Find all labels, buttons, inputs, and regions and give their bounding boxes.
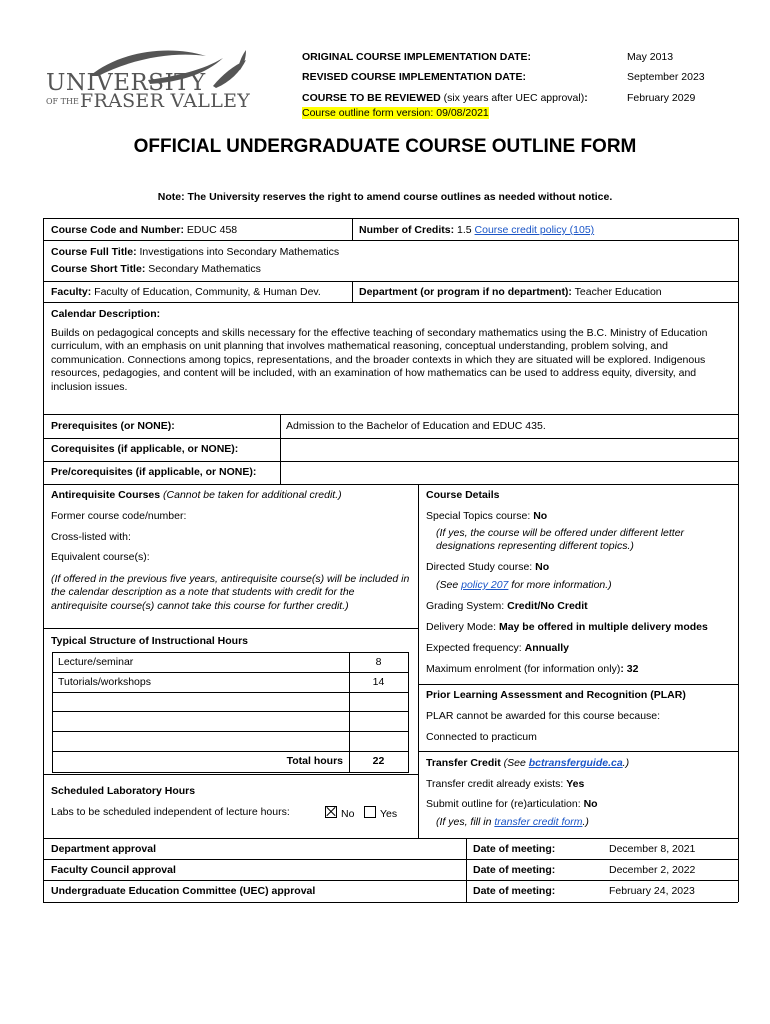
page-title: OFFICIAL UNDERGRADUATE COURSE OUTLINE FORM (133, 136, 637, 157)
precorequisites-label: Pre/corequisites (if applicable, or NONE): (51, 466, 257, 478)
amend-note: Note: The University reserves the right to amend course outlines as needed without notice. (157, 191, 613, 203)
review-date-value: February 2029 (627, 92, 696, 104)
course-details-heading: Course Details (426, 489, 500, 501)
logo-fraser-valley: FRASER VALLEY (80, 90, 251, 112)
lab-yes-option[interactable]: Yes (364, 806, 397, 820)
calendar-description-label: Calendar Description: (51, 308, 161, 320)
antirequisite-note: (If offered in the previous five years, antirequisite course(s) will be included in the calendar description as a note that students with credit for the antirequisite course(s) cannot take this course for further credit.) (51, 573, 410, 612)
form-version: Course outline form version: 09/08/2021 (302, 107, 489, 119)
approval-date-label: Date of meeting: (473, 885, 556, 897)
bctransferguide-link[interactable]: bctransferguide.ca (528, 757, 623, 769)
cross-listed-label: Cross-listed with: (51, 531, 131, 543)
revised-date-value: September 2023 (627, 71, 705, 83)
total-hours-label: Total hours (286, 755, 343, 767)
course-full-title: Course Full Title: Investigations into Secondary Mathematics (51, 246, 340, 258)
prerequisites-value: Admission to the Bachelor of Education and EDUC 435. (286, 420, 546, 432)
total-hours-value: 22 (372, 755, 385, 767)
approval-label: Faculty Council approval (51, 864, 176, 876)
approval-date: December 2, 2022 (609, 864, 696, 876)
approval-label: Department approval (51, 843, 157, 855)
delivery-mode: Delivery Mode: May be offered in multiple delivery modes (426, 621, 708, 633)
former-course-label: Former course code/number: (51, 510, 187, 522)
policy-207-link[interactable]: policy 207 (461, 579, 509, 591)
plar-text: PLAR cannot be awarded for this course because: (426, 710, 661, 722)
special-topics: Special Topics course: No (426, 510, 548, 522)
plar-reason: Connected to practicum (426, 731, 537, 743)
logo-of-the: OF THE (46, 97, 79, 106)
hours-row-label: Tutorials/workshops (58, 676, 151, 688)
original-date-value: May 2013 (627, 51, 674, 63)
checked-box-icon[interactable] (325, 806, 337, 818)
hours-heading: Typical Structure of Instructional Hours (51, 635, 248, 647)
review-date-label: COURSE TO BE REVIEWED (six years after UEC approval): (302, 92, 588, 104)
transfer-note: (If yes, fill in transfer credit form.) (436, 816, 589, 828)
directed-study: Directed Study course: No (426, 561, 550, 573)
corequisites-label: Corequisites (if applicable, or NONE): (51, 443, 239, 455)
transfer-credit-form-link[interactable]: transfer credit form (494, 816, 583, 828)
approval-date-label: Date of meeting: (473, 843, 556, 855)
empty-checkbox-icon[interactable] (364, 806, 376, 818)
course-code: Course Code and Number: EDUC 458 (51, 224, 238, 236)
credit-policy-link[interactable]: Course credit policy (105) (474, 224, 595, 236)
equivalent-course-label: Equivalent course(s): (51, 551, 150, 563)
revised-date-label: REVISED COURSE IMPLEMENTATION DATE: (302, 71, 527, 83)
maximum-enrolment: Maximum enrolment (for information only): 32 (426, 663, 639, 675)
course-credits: Number of Credits: 1.5 Course credit policy (105) (359, 224, 595, 236)
prerequisites-label: Prerequisites (or NONE): (51, 420, 175, 432)
approval-date: February 24, 2023 (609, 885, 695, 897)
lab-no-option[interactable]: No (325, 806, 354, 820)
special-topics-note: (If yes, the course will be offered under different letter designations representing different topics.) (436, 527, 685, 553)
hours-row-label: Lecture/seminar (58, 656, 134, 668)
department: Department (or program if no department): Teacher Education (359, 286, 662, 298)
lab-heading: Scheduled Laboratory Hours (51, 785, 196, 797)
transfer-exists: Transfer credit already exists: Yes (426, 778, 585, 790)
lab-question: Labs to be scheduled independent of lecture hours: (51, 806, 290, 818)
transfer-submit: Submit outline for (re)articulation: No (426, 798, 598, 810)
hours-row-value: 14 (372, 676, 385, 688)
faculty: Faculty: Faculty of Education, Community, & Human Dev. (51, 286, 321, 298)
logo-university: UNIVERSITY (46, 70, 206, 96)
approval-date-label: Date of meeting: (473, 864, 556, 876)
grading-system: Grading System: Credit/No Credit (426, 600, 588, 612)
calendar-description-text: Builds on pedagogical concepts and skills necessary for the effective teaching of secondary mathematics using the B.C. Ministry of Education curriculum, with an emphasis on unit planning that involves mathematical reasoning, conceptual understanding, problem solving, and communication. Connections among topics, representations, and the broader contexts in which they are situated will be explored. Indigenous resources, pedagogies, and content will be included, with an examination of how mathematics can be used to address equity, diversity, and inclusion issues. (51, 327, 708, 393)
plar-heading: Prior Learning Assessment and Recognition (PLAR) (426, 689, 686, 701)
directed-study-note: (See policy 207 for more information.) (436, 579, 612, 591)
hours-row-value: 8 (375, 656, 382, 668)
antirequisite-heading: Antirequisite Courses (Cannot be taken for additional credit.) (51, 489, 342, 501)
approval-label: Undergraduate Education Committee (UEC) approval (51, 885, 316, 897)
transfer-heading: Transfer Credit (See bctransferguide.ca.) (426, 757, 630, 769)
original-date-label: ORIGINAL COURSE IMPLEMENTATION DATE: (302, 51, 532, 63)
approval-date: December 8, 2021 (609, 843, 696, 855)
expected-frequency: Expected frequency: Annually (426, 642, 569, 654)
course-short-title: Course Short Title: Secondary Mathematics (51, 263, 261, 275)
